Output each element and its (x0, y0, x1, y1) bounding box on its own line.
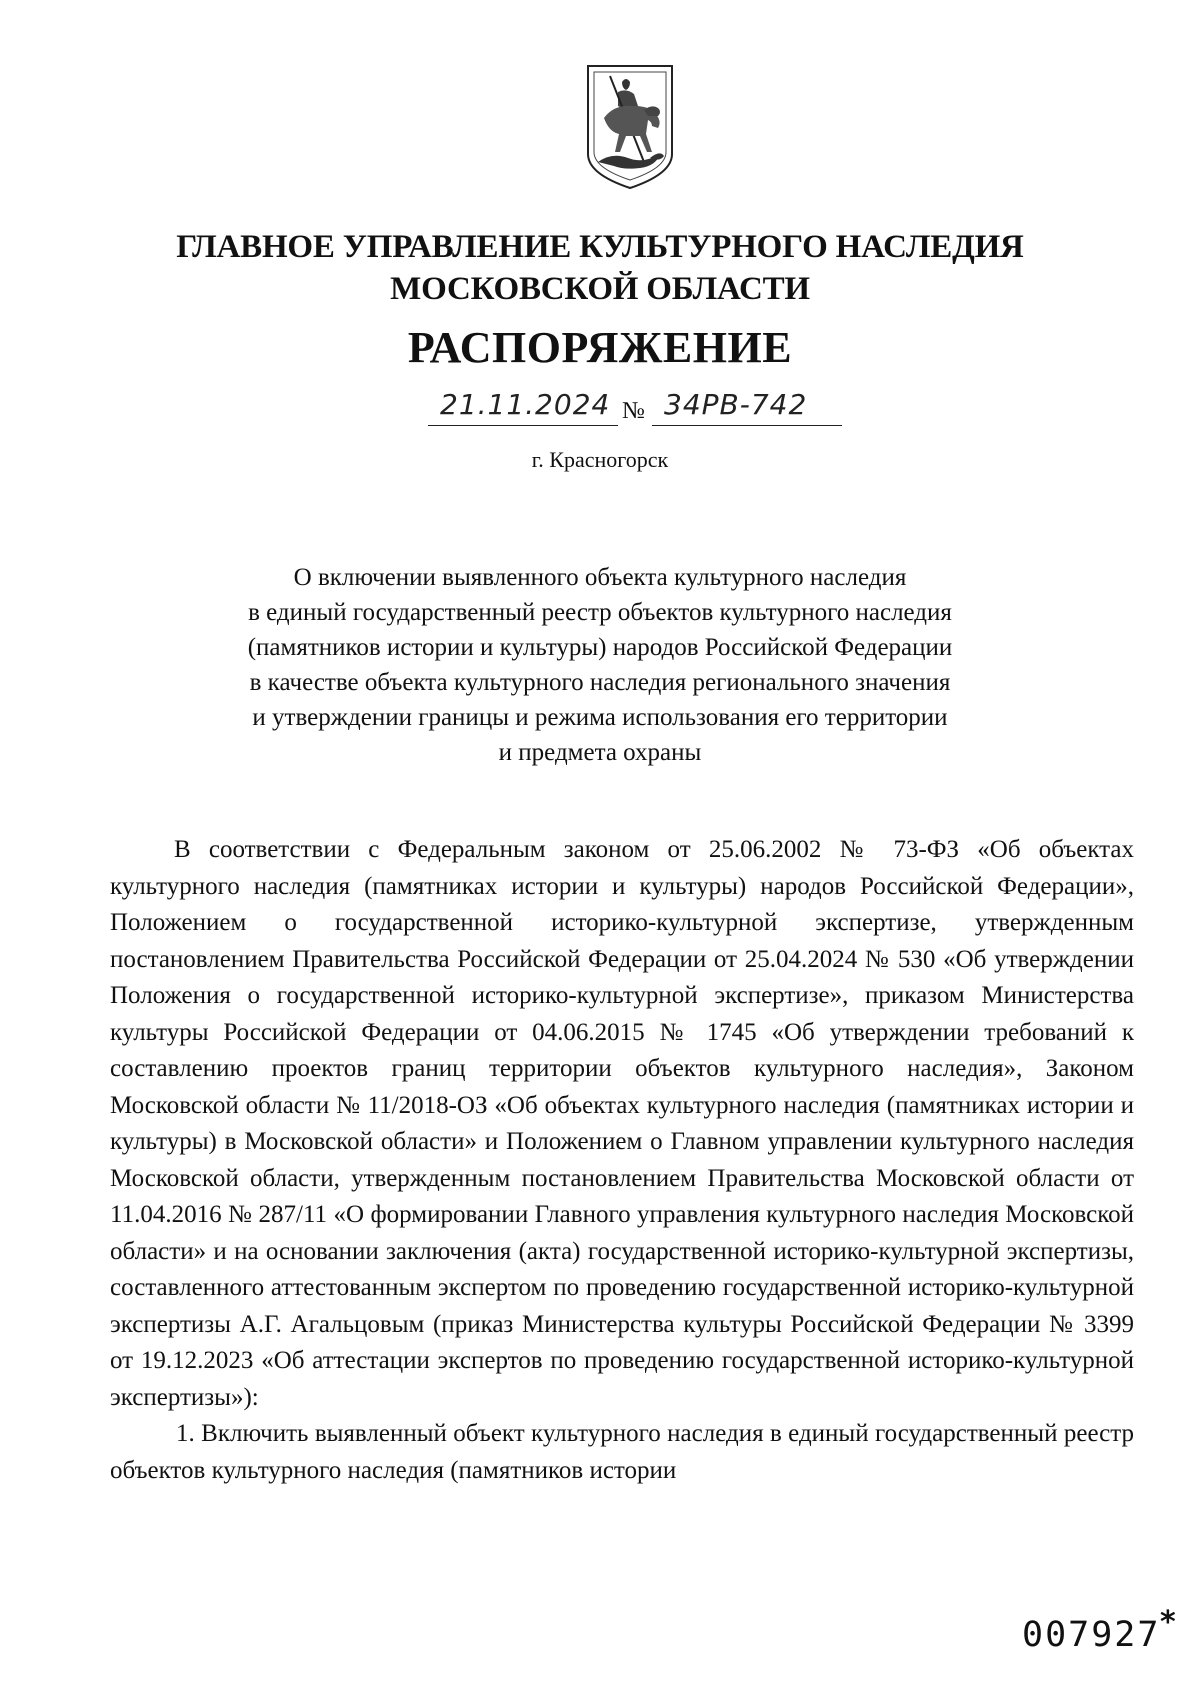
subject-line: (памятников истории и культуры) народов Российской Федерации (247, 634, 953, 661)
document-number-field (652, 388, 842, 430)
date-underline (428, 425, 618, 426)
document-number: 34РВ-742 (664, 388, 808, 421)
serial-number-stamp: 007927 (1022, 1615, 1161, 1655)
issuing-city: г. Красногорск (531, 447, 669, 472)
document-date-field (428, 388, 618, 430)
clause-1-paragraph: 1. Включить выявленный объект культурного наследия в единый государственный реестр объектов культурного наследия (памятников истории (110, 1420, 1134, 1484)
document-body (110, 832, 1134, 1489)
subject-line: в качестве объекта культурного наследия регионального значения (249, 669, 951, 696)
serial-asterisk: * (1160, 1605, 1176, 1640)
issuing-authority (0, 226, 1200, 310)
authority-line-1: ГЛАВНОЕ УПРАВЛЕНИЕ КУЛЬТУРНОГО НАСЛЕДИЯ (176, 229, 1024, 265)
subject-line: О включении выявленного объекта культурного наследия (293, 564, 907, 591)
document-subject (170, 560, 1030, 770)
coat-of-arms-moscow-oblast-icon (580, 62, 680, 192)
number-underline (652, 425, 842, 426)
preamble-paragraph: В соответствии с Федеральным законом от 25.06.2002 № 73-ФЗ «Об объектах культурного наследия (памятниках истории и культуры) народов Российской Федерации», Положением о государственной историко-культурной экспертизе, утвержденным постановлением Правительства Российской Федерации от 25.04.2024 № 530 «Об утверждении Положения о государственной историко-культурной экспертизе», приказом Министерства культуры Российской Федерации от 04.06.2015 № 1745 «Об утверждении требований к составлению проектов границ территории объектов культурного наследия», Законом Московской области № 11/2018-ОЗ «Об объектах культурного наследия (памятниках истории и культуры) в Московской области» и Положением о Главном управлении культурного наследия Московской области, утвержденным постановлением Правительства Московской области от 11.04.2016 № 287/11 «О формировании Главного управления культурного наследия Московской области» и на основании заключения (акта) государственной историко-культурной экспертизы, составленного аттестованным экспертом по проведению государственной историко-культурной экспертизы А.Г. Агальцовым (приказ Министерства культуры Российской Федерации № 3399 от 19.12.2023 «Об аттестации экспертов по проведению государственной историко-культурной экспертизы»): (110, 836, 1134, 1411)
document-date: 21.11.2024 (440, 388, 611, 421)
subject-line: и предмета охраны (498, 739, 702, 766)
authority-line-2: МОСКОВСКОЙ ОБЛАСТИ (390, 271, 810, 307)
subject-line: и утверждении границы и режима использования его территории (252, 704, 948, 731)
document-type-title: РАСПОРЯЖЕНИЕ (407, 323, 793, 372)
subject-line: в единый государственный реестр объектов культурного наследия (248, 599, 952, 626)
number-sign: № (622, 398, 645, 424)
